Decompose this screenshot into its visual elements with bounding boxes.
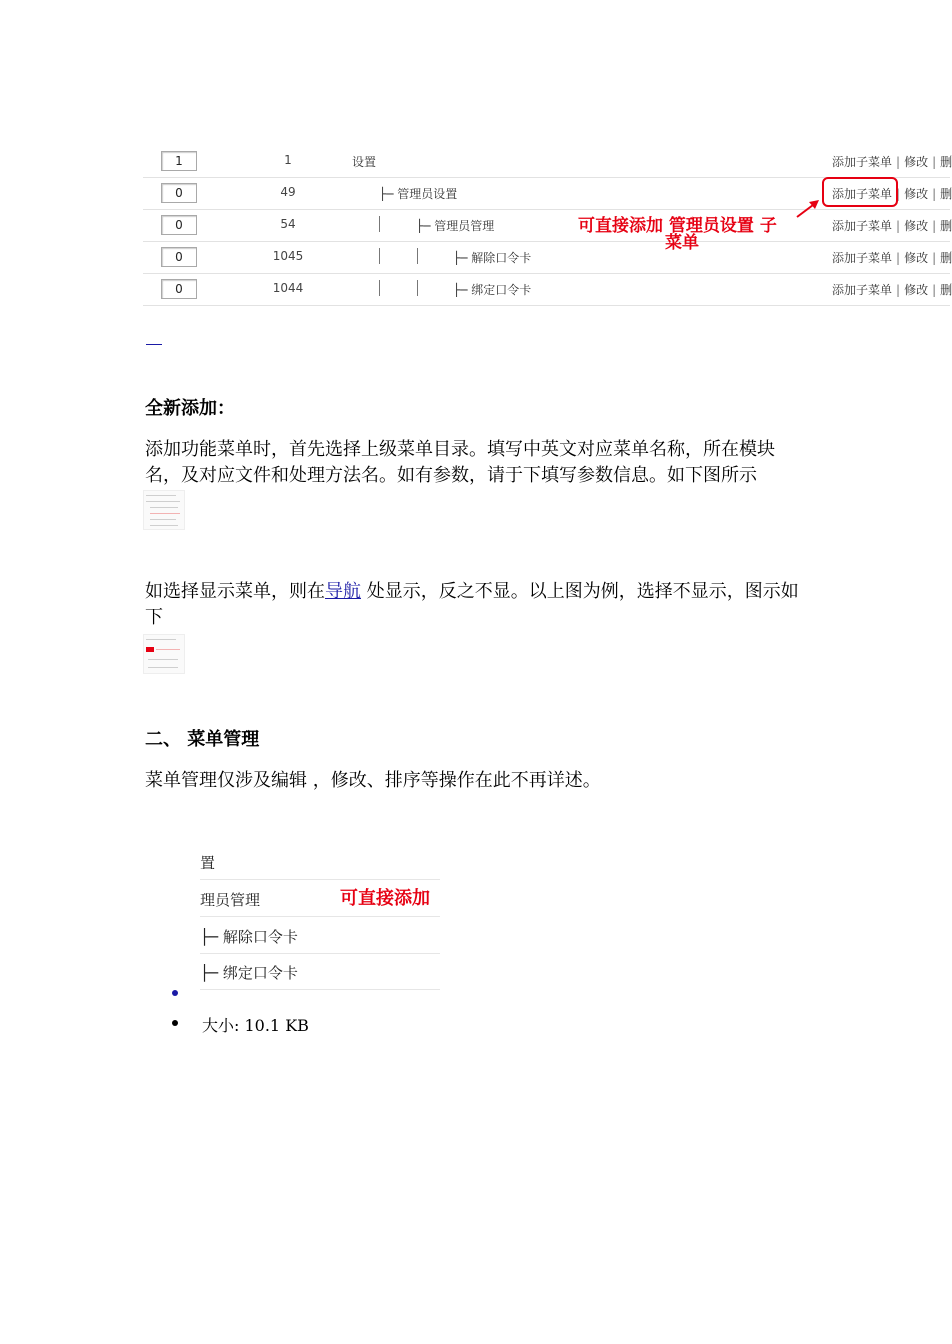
menu-id: 49	[280, 185, 296, 199]
list-bullet	[172, 990, 178, 996]
tree-line	[417, 248, 418, 264]
add-child-link: 添加子菜单	[832, 187, 893, 201]
menu-name: ├─ 绑定口令卡	[453, 283, 532, 297]
table-row	[143, 273, 950, 306]
menu-screenshot-crop	[200, 843, 440, 991]
menu-id: 1044	[272, 281, 304, 295]
section-heading-new: 全新添加：	[145, 398, 235, 419]
link-underline[interactable]	[146, 344, 162, 345]
edit-link: 修改	[904, 251, 929, 265]
highlight-box	[822, 177, 898, 207]
add-child-link: 添加子菜单	[832, 219, 893, 233]
attachment-size: 大小: 10.1 KB	[202, 1016, 309, 1035]
tree-line	[379, 216, 380, 232]
add-child-link: 添加子菜单	[832, 155, 893, 169]
menu-name: 设置	[352, 155, 377, 169]
menu-id: 54	[280, 217, 296, 231]
annotation-text: 可直接添加	[340, 888, 430, 909]
row-ops: 添加子菜单 | 修改 | 删	[832, 283, 952, 297]
row-ops: 添加子菜单 | 修改 | 删	[832, 187, 952, 201]
thumbnail-image[interactable]	[143, 490, 185, 530]
order-input: 0	[161, 247, 197, 267]
menu-table-screenshot	[143, 145, 950, 308]
section-heading-manage: 二、 菜单管理	[145, 729, 260, 750]
table-row	[143, 209, 950, 242]
row-ops: 添加子菜单 | 修改 | 删	[832, 219, 952, 233]
row-ops: 添加子菜单 | 修改 | 删	[832, 155, 952, 169]
table-row	[143, 241, 950, 274]
table-row: 理员管理	[200, 880, 440, 917]
menu-name: ├─ 解除口令卡	[453, 251, 532, 265]
delete-link: 删	[940, 187, 952, 201]
order-input: 0	[161, 215, 197, 235]
paragraph-manage: 菜单管理仅涉及编辑 ，修改、排序等操作在此不再详述。	[145, 770, 601, 791]
tree-line	[379, 280, 380, 296]
arrow-icon	[795, 197, 821, 219]
list-bullet	[172, 1020, 178, 1026]
paragraph-new: 添加功能菜单时，首先选择上级菜单目录。填写中英文对应菜单名称，所在模块名，及对应文件和处理方法名。如有参数，请于下填写参数信息。如下图所示	[145, 439, 775, 486]
menu-name: ├─ 管理员管理	[416, 219, 495, 233]
annotation-text: 可直接添加 管理员设置 子	[578, 216, 777, 236]
table-row: 置	[200, 843, 440, 880]
table-row: ├─ 解除口令卡	[200, 917, 440, 954]
delete-link: 删	[940, 251, 952, 265]
tree-line	[379, 248, 380, 264]
order-input: 1	[161, 151, 197, 171]
table-row	[143, 145, 950, 178]
order-input: 0	[161, 279, 197, 299]
delete-link: 删	[940, 219, 952, 233]
order-input: 0	[161, 183, 197, 203]
delete-link: 删	[940, 283, 952, 297]
edit-link: 修改	[904, 283, 929, 297]
row-ops: 添加子菜单 | 修改 | 删	[832, 251, 952, 265]
thumbnail-image[interactable]	[143, 634, 185, 674]
edit-link: 修改	[904, 219, 929, 233]
add-child-link: 添加子菜单	[832, 251, 893, 265]
menu-name: ├─ 管理员设置	[379, 187, 458, 201]
delete-link: 删	[940, 155, 952, 169]
menu-id: 1045	[272, 249, 304, 263]
edit-link: 修改	[904, 187, 929, 201]
tree-line	[417, 280, 418, 296]
nav-link[interactable]: 导航	[325, 581, 361, 602]
paragraph-nav: 如选择显示菜单，则在导航 处显示，反之不显。以上图为例，选择不显示，图示如下	[145, 581, 799, 628]
annotation-text-line2: 菜单	[665, 233, 699, 253]
edit-link: 修改	[904, 155, 929, 169]
add-child-link: 添加子菜单	[832, 283, 893, 297]
table-row: ├─ 绑定口令卡	[200, 953, 440, 990]
menu-id: 1	[284, 153, 292, 167]
